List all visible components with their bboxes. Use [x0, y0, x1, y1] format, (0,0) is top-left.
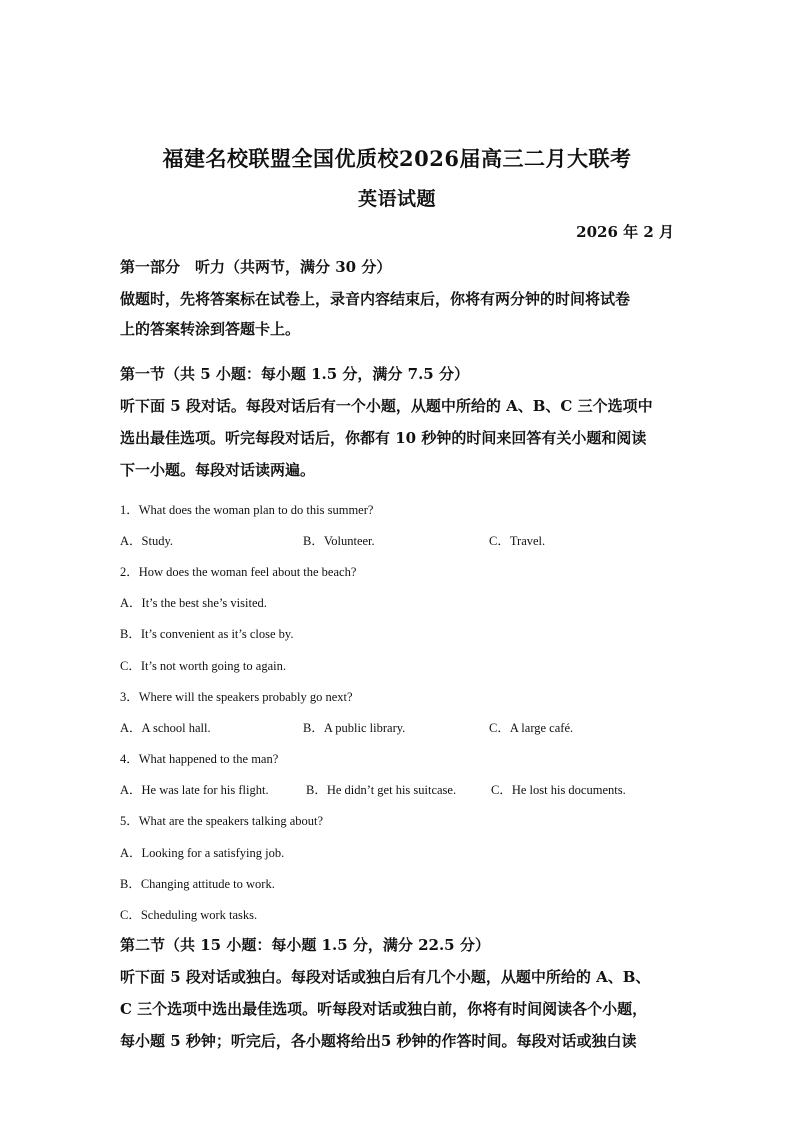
section1-instruction-line: 下一小题。每段对话读两遍。 — [120, 461, 316, 479]
option-c: C．It’s not worth going to again. — [120, 659, 286, 673]
section2-instruction-line: 听下面 5 段对话或独白。每段对话或独白后有几个小题，从题中所给的 A、B、 — [120, 968, 651, 986]
option-c: C．Travel. — [489, 534, 546, 548]
section1-heading: 第一节（共 5 小题：每小题 1.5 分，满分 7.5 分） — [120, 365, 469, 383]
section2-instruction-line: C 三个选项中选出最佳选项。听每段对话或独白前，你将有时间阅读各个小题， — [120, 1000, 648, 1018]
section1-instruction-line: 听下面 5 段对话。每段对话后有一个小题，从题中所给的 A、B、C 三个选项中 — [120, 397, 653, 415]
exam-date: 2026 年 2 月 — [576, 223, 674, 241]
part1-heading: 第一部分 听力（共两节，满分 30 分） — [120, 258, 392, 276]
option-b: B．A public library. — [303, 721, 406, 735]
question-text: 2．How does the woman feel about the beach? — [120, 565, 357, 579]
exam-subtitle: 英语试题 — [357, 188, 436, 210]
section2-instruction-line: 每小题 5 秒钟；听完后，各小题将给出5 秒钟的作答时间。每段对话或独白读 — [120, 1032, 637, 1050]
question-text: 4．What happened to the man? — [120, 752, 279, 766]
exam-title: 福建名校联盟全国优质校2026届高三二月大联考 — [162, 146, 632, 171]
part1-instruction-line: 上的答案转涂到答题卡上。 — [120, 320, 301, 338]
option-a: A．He was late for his flight. — [120, 783, 269, 797]
section2-heading: 第二节（共 15 小题：每小题 1.5 分，满分 22.5 分） — [120, 936, 490, 954]
option-c: C．Scheduling work tasks. — [120, 908, 258, 922]
question-text: 3．Where will the speakers probably go next? — [120, 690, 353, 704]
option-c: C．He lost his documents. — [491, 783, 626, 797]
option-a: A．Looking for a satisfying job. — [120, 846, 285, 860]
part1-instruction-line: 做题时，先将答案标在试卷上，录音内容结束后，你将有两分钟的时间将试卷 — [120, 290, 631, 308]
option-a: A．Study. — [120, 534, 174, 548]
option-b: B．Volunteer. — [303, 534, 375, 548]
option-a: A．A school hall. — [120, 721, 211, 735]
option-b: B．It’s convenient as it’s close by. — [120, 627, 294, 641]
question-text: 1．What does the woman plan to do this summer? — [120, 503, 374, 517]
option-c: C．A large café. — [489, 721, 574, 735]
option-a: A．It’s the best she’s visited. — [120, 596, 267, 610]
question-text: 5．What are the speakers talking about? — [120, 814, 324, 828]
option-b: B．He didn’t get his suitcase. — [306, 783, 457, 797]
option-b: B．Changing attitude to work. — [120, 877, 275, 891]
section1-instruction-line: 选出最佳选项。听完每段对话后，你都有 10 秒钟的时间来回答有关小题和阅读 — [120, 429, 647, 447]
